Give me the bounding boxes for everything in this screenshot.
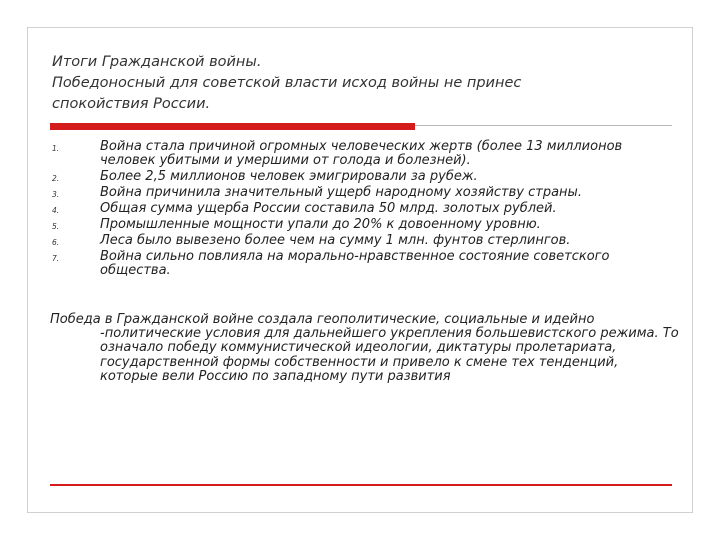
list-item-text: Промышленные мощности упали до 20% к довоенному уровню. [100,217,541,232]
list-item [50,202,670,216]
list-item-number: 3. [52,190,60,199]
title-accent-bar [50,123,415,130]
consequences-list [50,140,670,280]
list-item [50,250,670,278]
frame-border-top [27,27,693,28]
list-item [50,234,670,248]
conclusion-paragraph [50,313,680,384]
title-line-3: спокойствия России. [52,96,211,112]
list-item [50,218,670,232]
paragraph-continuation: -политические условия для дальнейшего укрепления большевистского режима. То означало победу коммунистической идеологии, диктатуры пролетариата, государственной формы собственности и привело к смене тех тенденций, которые вели Россию по западному пути развития [100,326,679,384]
title-line-2: Победоносный для советской власти исход войны не принес [52,75,522,91]
list-item-number: 4. [52,206,60,215]
list-item [50,186,670,200]
list-item [50,140,670,168]
frame-border-left [27,27,28,513]
list-item-text: Война сильно повлияла на морально-нравственное состояние советского общества. [100,249,610,278]
paragraph-first-line: Победа в Гражданской войне создала геополитические, социальные и идейно [50,312,595,327]
list-item-text: Общая сумма ущерба России составила 50 млрд. золотых рублей. [100,201,557,216]
title-line-1: Итоги Гражданской войны. [52,54,262,70]
bottom-red-rule [50,484,672,486]
frame-border-right [692,27,693,513]
list-item-text: Война причинила значительный ущерб народному хозяйству страны. [100,185,582,200]
list-item-number: 1. [52,144,60,153]
frame-border-bottom [27,512,693,513]
list-item-number: 6. [52,238,60,247]
slide-title [52,52,652,115]
list-item-text: Война стала причиной огромных человеческих жертв (более 13 миллионов человек убитыми и умершими от голода и болезней). [100,139,623,168]
list-item [50,170,670,184]
list-item-number: 5. [52,222,60,231]
list-item-number: 2. [52,174,60,183]
list-item-text: Более 2,5 миллионов человек эмигрировали за рубеж. [100,169,478,184]
list-item-text: Леса было вывезено более чем на сумму 1 млн. фунтов стерлингов. [100,233,571,248]
list-item-number: 7. [52,254,60,263]
